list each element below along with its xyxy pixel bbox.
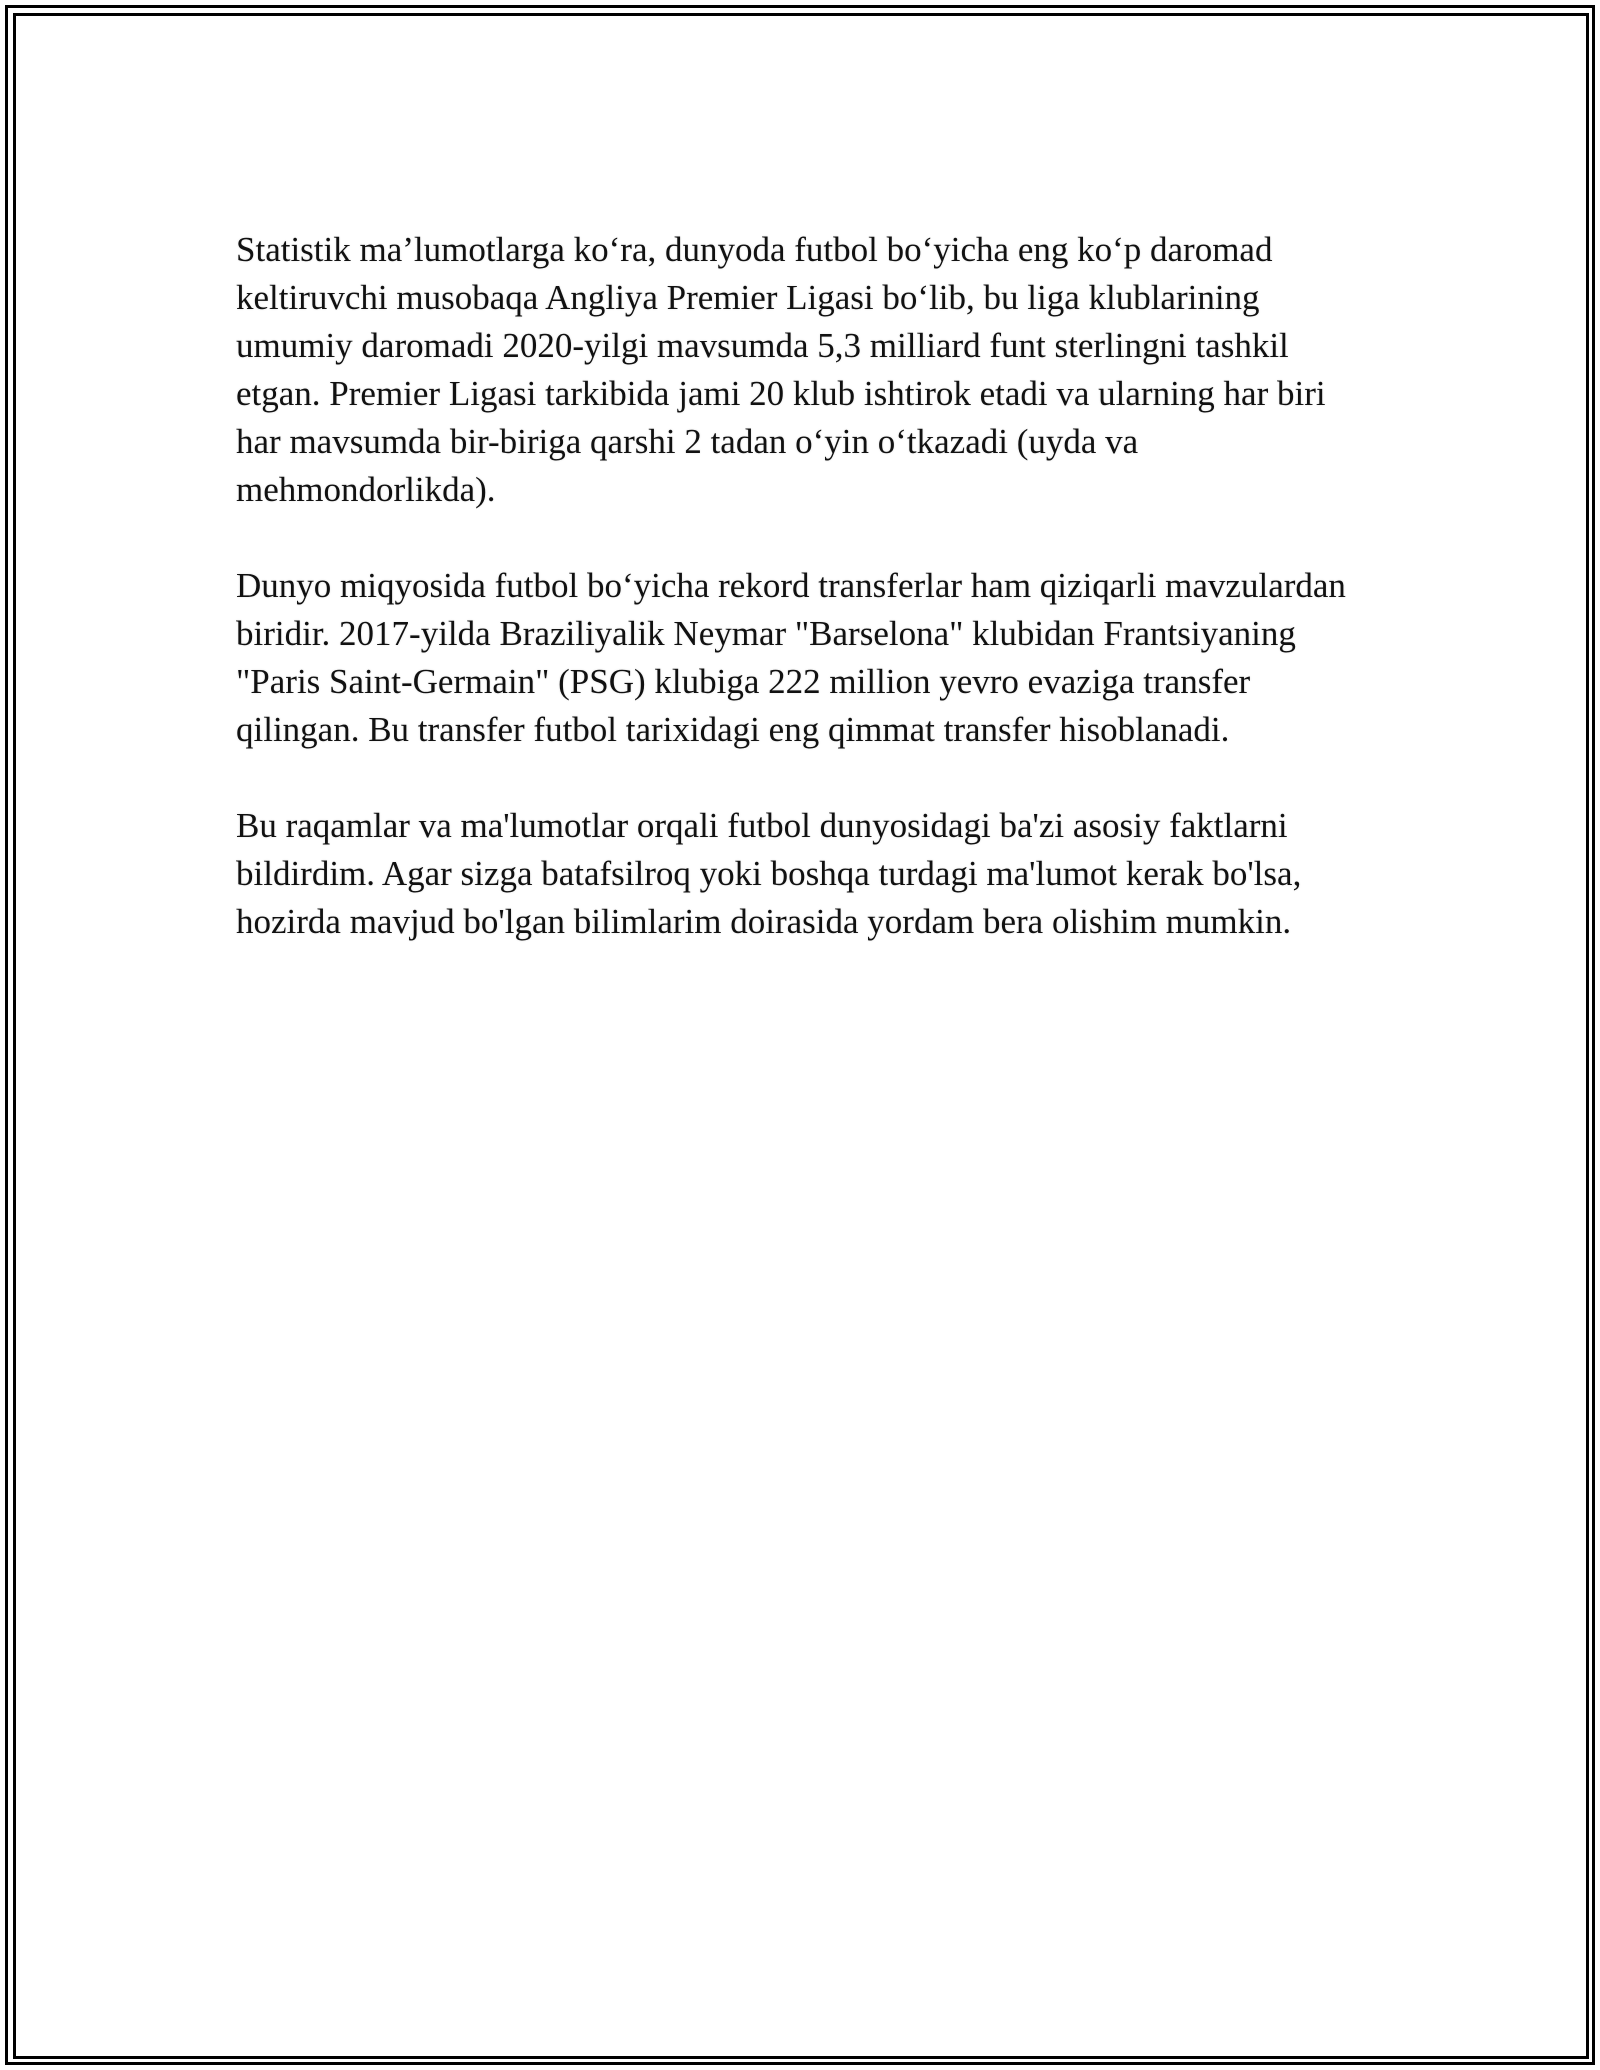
paragraph-record-transfers: Dunyo miqyosida futbol bo‘yicha rekord transferlar ham qiziqarli mavzulardan biridir. 2017-yilda Braziliyalik Neymar "Barselona" klubidan Frantsiyaning "Paris Saint-Germain" (PSG) klubiga 222 million yevro evaziga transfer qilingan. Bu transfer futbol tarixidagi eng qimmat transfer hisoblanadi.	[236, 566, 1346, 749]
document-body	[236, 226, 1376, 994]
paragraph-premier-league-revenue: Statistik ma’lumotlarga ko‘ra, dunyoda futbol bo‘yicha eng ko‘p daromad keltiruvchi musobaqa Angliya Premier Ligasi bo‘lib, bu liga klublarining umumiy daromadi 2020-yilgi mavsumda 5,3 milliard funt sterlingni tashkil etgan. Premier Ligasi tarkibida jami 20 klub ishtirok etadi va ularning har biri har mavsumda bir-biriga qarshi 2 tadan o‘yin o‘tkazadi (uyda va mehmondorlikda).	[236, 230, 1326, 509]
paragraph-closing-note: Bu raqamlar va ma'lumotlar orqali futbol dunyosidagi ba'zi asosiy faktlarni bildirdim. Agar sizga batafsilroq yoki boshqa turdagi ma'lumot kerak bo'lsa, hozirda mavjud bo'lgan bilimlarim doirasida yordam bera olishim mumkin.	[236, 806, 1302, 941]
